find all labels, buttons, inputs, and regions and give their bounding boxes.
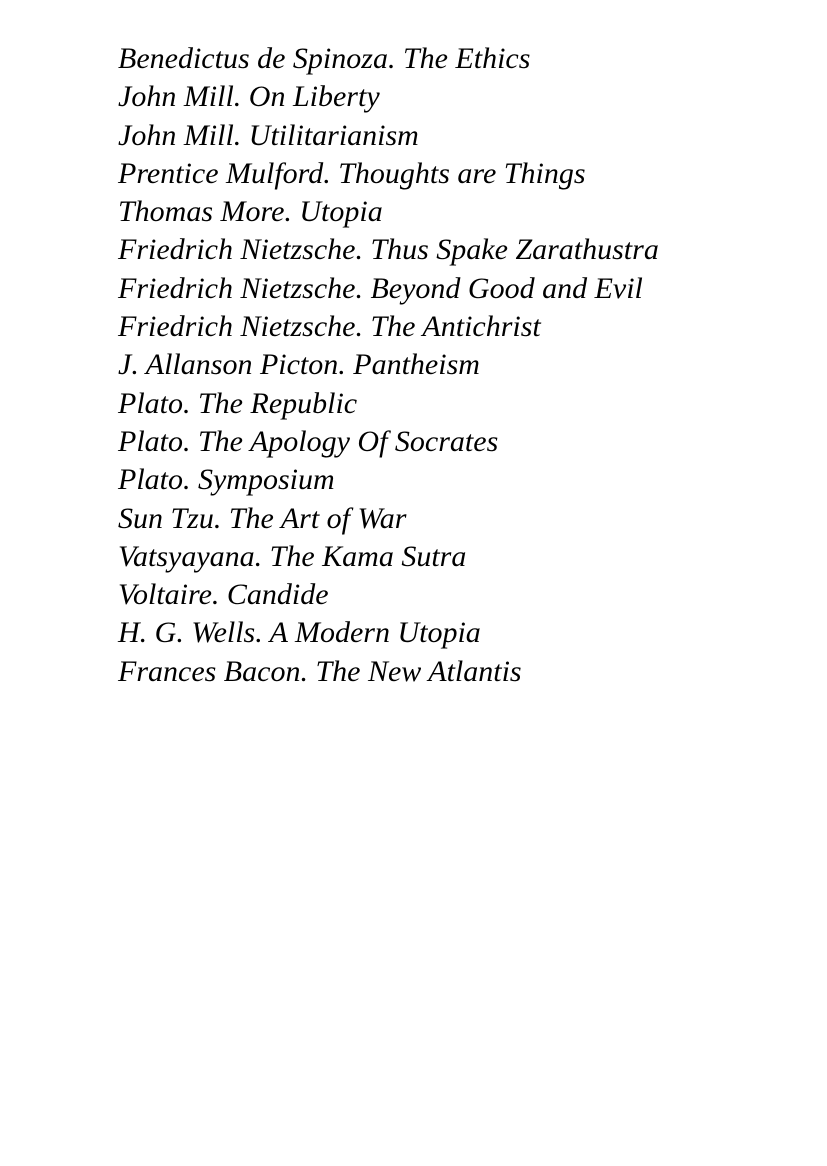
list-item: Thomas More. Utopia (118, 195, 383, 229)
list-item: Prentice Mulford. Thoughts are Things (118, 156, 586, 190)
list-item: H. G. Wells. A Modern Utopia (118, 616, 481, 650)
list-item: Friedrich Nietzsche. Thus Spake Zarathustra (118, 233, 659, 267)
list-item: John Mill. Utilitarianism (118, 118, 419, 152)
list-item: Frances Bacon. The New Atlantis (118, 654, 522, 688)
list-item: Friedrich Nietzsche. The Antichrist (118, 310, 541, 344)
list-item: John Mill. On Liberty (118, 80, 380, 114)
list-item: Vatsyayana. The Kama Sutra (118, 539, 467, 573)
list-item: Sun Tzu. The Art of War (118, 501, 407, 535)
list-item: Plato. The Apology Of Socrates (118, 424, 499, 458)
list-item: Benedictus de Spinoza. The Ethics (118, 42, 531, 75)
list-item: Plato. The Republic (118, 386, 358, 420)
list-item: Voltaire. Candide (118, 578, 329, 612)
book-list (118, 40, 659, 691)
list-item: Plato. Symposium (118, 463, 335, 497)
list-item: J. Allanson Picton. Pantheism (118, 348, 480, 382)
list-item: Friedrich Nietzsche. Beyond Good and Evil (118, 271, 643, 305)
